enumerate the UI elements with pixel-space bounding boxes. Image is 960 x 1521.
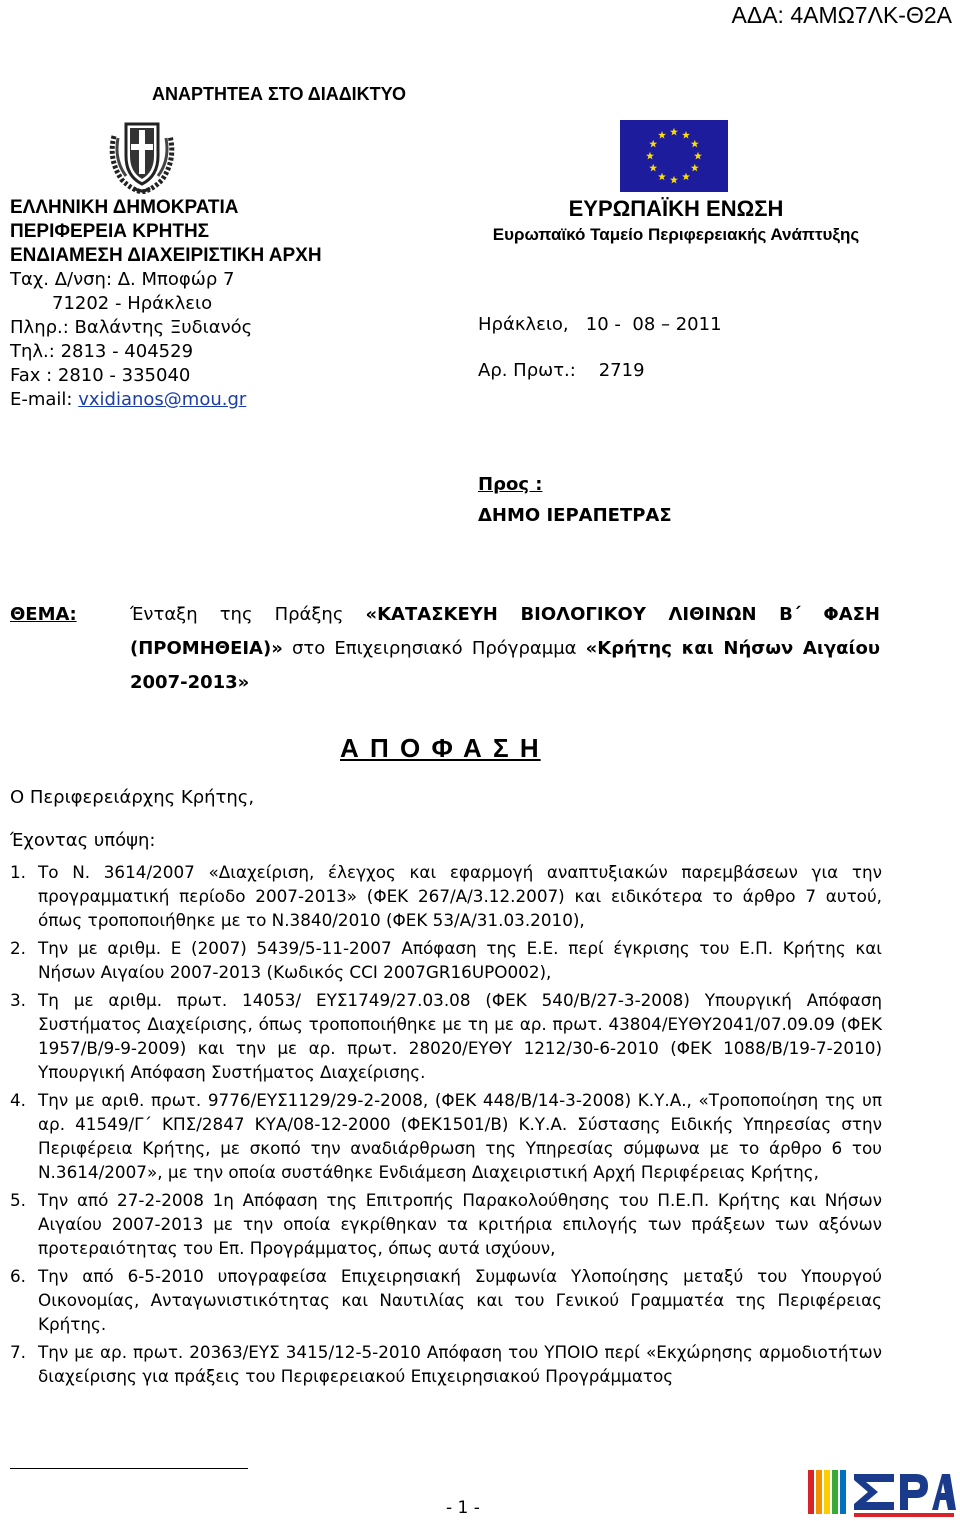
subject-pre: Ένταξη της Πράξης (130, 604, 366, 625)
list-item-number: 2. (10, 938, 27, 958)
list-item-text: Την από 27-2-2008 1η Απόφαση της Επιτροπής Παρακολούθησης του Π.Ε.Π. Κρήτης και Νήσων Αιγαίου 2007-2013 με την οποία εγκρίθηκαν τα κριτήρια επιλογής των πράξεων των αξόνων προτεραιότητας του Επ. Προγράμματος, όπως αυτά ισχύουν, (38, 1190, 882, 1258)
page-number: - 1 - (446, 1498, 480, 1518)
recipient-label: Προς : (478, 474, 543, 495)
issuer-line-3: ΕΝΔΙΑΜΕΣΗ ΔΙΑΧΕΙΡΙΣΤΙΚΗ ΑΡΧΗ (10, 245, 322, 266)
subject-project: «ΚΑΤΑΣΚΕΥΗ ΒΙΟΛΟΓΙΚΟΥ ΛΙΘΙΝΩΝ Β΄ ΦΑΣΗ (ΠΡΟΜΗΘΕΙΑ)» (130, 604, 880, 659)
subject-label: ΘΕΜΑ: (10, 604, 77, 625)
list-item (10, 860, 882, 932)
issuer-fax: Fax : 2810 - 335040 (10, 365, 191, 386)
list-item (10, 936, 882, 984)
protocol-number: Αρ. Πρωτ.: 2719 (478, 360, 645, 381)
eu-title-block (478, 196, 874, 246)
recipient-name: ΔΗΜΟ ΙΕΡΑΠΕΤΡΑΣ (478, 505, 672, 526)
list-item-number: 6. (10, 1266, 27, 1286)
greek-coat-of-arms-icon (104, 116, 180, 194)
subject-mid: στο Επιχειρησιακό Πρόγραμμα (282, 638, 586, 659)
list-item-number: 7. (10, 1342, 27, 1362)
espa-stripes (808, 1470, 846, 1514)
issuer-line-1: ΕΛΛΗΝΙΚΗ ΔΗΜΟΚΡΑΤΙΑ (10, 197, 239, 218)
list-item-text: Την με αρ. πρωτ. 20363/ΕΥΣ 3415/12-5-2010 Απόφαση του ΥΠΟΙΟ περί «Εκχώρησης αρμοδιοτήτων διαχείρισης για πράξεις του Περιφερειακού Επιχειρησιακού Προγράμματος (38, 1342, 882, 1386)
issuer-line-2: ΠΕΡΙΦΕΡΕΙΑ ΚΡΗΤΗΣ (10, 221, 210, 242)
posted-notice: ΑΝΑΡΤΗΤΕΑ ΣΤΟ ΔΙΑΔΙΚΤΥΟ (152, 84, 406, 104)
list-item-number: 4. (10, 1090, 27, 1110)
list-item-number: 1. (10, 862, 27, 882)
footer-divider (10, 1468, 248, 1469)
list-item-number: 3. (10, 990, 27, 1010)
subject-text (130, 598, 880, 700)
place-date: Ηράκλειο, 10 - 08 – 2011 (478, 314, 722, 335)
list-item-text: Τη με αριθμ. πρωτ. 14053/ ΕΥΣ1749/27.03.08 (ΦΕΚ 540/Β/27-3-2008) Υπουργική Απόφαση Συστήματος Διαχείρισης, όπως τροποποιήθηκε με τη με αρ. πρωτ. 43804/ΕΥΘΥ2041/07.09.09 (ΦΕΚ 1957/Β/9-9-2009) και την με αρ. πρωτ. 28020/ΕΥΘΥ 1212/30-6-2010 (ΦΕΚ 1088/Β/19-7-2010) Υπουργική Απόφαση Συστήματος Διαχείρισης. (38, 990, 882, 1082)
list-item-text: Το Ν. 3614/2007 «Διαχείριση, έλεγχος και εφαρμογή αναπτυξιακών παρεμβάσεων για την προγραμματική περίοδο 2007-2013» (ΦΕΚ 267/Α/3.12.2007) και ειδικότερα το άρθρο 7 αυτού, όπως τροποποιήθηκε με το Ν.3840/2010 (ΦΕΚ 53/Α/31.03.2010), (38, 862, 882, 930)
having-regard: Έχοντας υπόψη: (10, 830, 156, 851)
issuer-phone: Τηλ.: 2813 - 404529 (10, 341, 194, 362)
issuer-block (10, 196, 322, 412)
issuer-address-2: 71202 - Ηράκλειο (52, 293, 213, 314)
list-item (10, 988, 882, 1084)
issuer-email-row (10, 388, 322, 412)
eu-flag-icon (620, 120, 728, 192)
issuer-email-link[interactable]: vxidianos@mou.gr (78, 389, 247, 410)
list-item-text: Την με αριθ. πρωτ. 9776/ΕΥΣ1129/29-2-2008, (ΦΕΚ 448/Β/14-3-2008) Κ.Υ.Α., «Τροποποίηση της υπ αρ. 41549/Γ΄ ΚΠΣ/2847 ΚΥΑ/08-12-2000 (ΦΕΚ1501/Β) Κ.Υ.Α. Σύστασης Ειδικής Υπηρεσίας στην Περιφέρεια Κρήτης, με σκοπό την αναδιάρθρωση της Υπηρεσίας σύμφωνα με το άρθρο 6 του Ν.3614/2007», με την οποία συστάθηκε Ενδιάμεση Διαχειριστική Αρχή Περιφέρειας Κρήτης, (38, 1090, 882, 1182)
list-item-text: Την με αριθμ. Ε (2007) 5439/5-11-2007 Απόφαση της Ε.Ε. περί έγκρισης του Ε.Π. Κρήτης και Νήσων Αιγαίου 2007-2013 (Κωδικός CCI 2007GR16UPO002), (38, 938, 882, 982)
issuer-address-1: Ταχ. Δ/νση: Δ. Μποφώρ 7 (10, 269, 235, 290)
list-item (10, 1340, 882, 1388)
considerations-list (10, 860, 882, 1392)
issuer-info: Πληρ.: Βαλάντης Ξυδιανός (10, 317, 253, 338)
decision-title: Α Π Ο Φ Α Σ Η (340, 733, 541, 763)
list-item (10, 1088, 882, 1184)
eu-title: ΕΥΡΩΠΑΪΚΗ ΕΝΩΣΗ (568, 196, 784, 221)
list-item-number: 5. (10, 1190, 27, 1210)
subject-programme: «Κρήτης και Νήσων Αιγαίου 2007-2013» (130, 638, 881, 693)
list-item-text: Την από 6-5-2010 υπογραφείσα Επιχειρησιακή Συμφωνία Υλοποίησης μεταξύ του Υπουργού Οικονομίας, Ανταγωνιστικότητας και Ναυτιλίας και του Γενικού Γραμματέα της Περιφέρειας Κρήτης. (38, 1266, 882, 1334)
list-item (10, 1188, 882, 1260)
subject-block (10, 598, 880, 700)
espa-logo-icon (808, 1466, 956, 1518)
governor-line: Ο Περιφερειάρχης Κρήτης, (10, 787, 255, 808)
list-item (10, 1264, 882, 1336)
ada-code: ΑΔΑ: 4ΑΜΩ7ΛΚ-Θ2Α (731, 2, 952, 28)
recipient-block (478, 474, 672, 526)
eu-fund: Ευρωπαϊκό Ταμείο Περιφερειακής Ανάπτυξης (492, 225, 860, 244)
issuer-email-label: E-mail: (10, 389, 79, 410)
